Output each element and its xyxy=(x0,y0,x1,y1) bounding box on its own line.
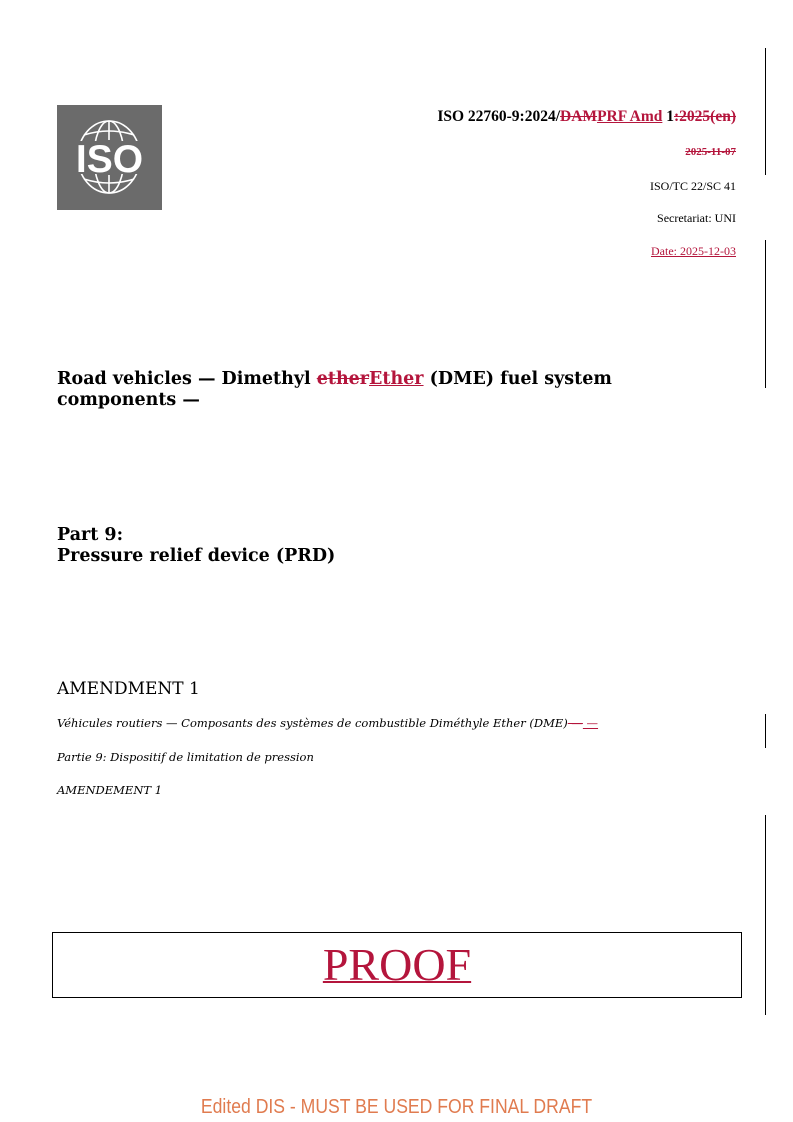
deleted-text: :2025(en) xyxy=(674,108,736,125)
deleted-text: ether xyxy=(316,369,370,389)
iso-logo-text: ISO xyxy=(75,138,144,181)
change-bar xyxy=(765,815,766,1015)
proof-stamp-box xyxy=(52,932,742,998)
document-title: Road vehicles — Dimethyl etherEther (DME) fuel system components — xyxy=(57,369,612,410)
inserted-text: — xyxy=(582,716,599,730)
french-amendment: AMENDEMENT 1 xyxy=(57,783,163,797)
part-name: Pressure relief device (PRD) xyxy=(57,546,336,566)
proof-stamp: PROOF xyxy=(322,939,472,990)
part-title xyxy=(57,525,697,567)
change-bar xyxy=(765,240,766,388)
change-bar xyxy=(765,48,766,175)
change-bar xyxy=(765,714,766,748)
deleted-text: DAM xyxy=(560,108,598,125)
inserted-text: PRF Amd xyxy=(597,108,663,125)
watermark-footer: Edited DIS - MUST BE USED FOR FINAL DRAFT xyxy=(200,1096,593,1118)
inserted-text: Ether xyxy=(369,369,424,389)
committee: ISO/TC 22/SC 41 xyxy=(649,179,736,193)
french-part: Partie 9: Dispositif de limitation de pression xyxy=(57,750,314,764)
part-label: Part 9: xyxy=(57,525,124,545)
french-title: Véhicules routiers — Composants des systèmes de combustible Diméthyle Ether (DME) — — xyxy=(57,716,599,730)
deleted-text: — xyxy=(567,716,583,730)
deleted-date: 2025-11-07 xyxy=(685,146,736,158)
document-date: Date: 2025-12-03 xyxy=(651,244,736,258)
document-number: ISO 22760-9:2024/DAMPRF Amd 1:2025(en) xyxy=(437,108,736,125)
iso-logo xyxy=(57,105,162,210)
amendment-label: AMENDMENT 1 xyxy=(57,679,200,699)
secretariat: Secretariat: UNI xyxy=(657,211,736,225)
